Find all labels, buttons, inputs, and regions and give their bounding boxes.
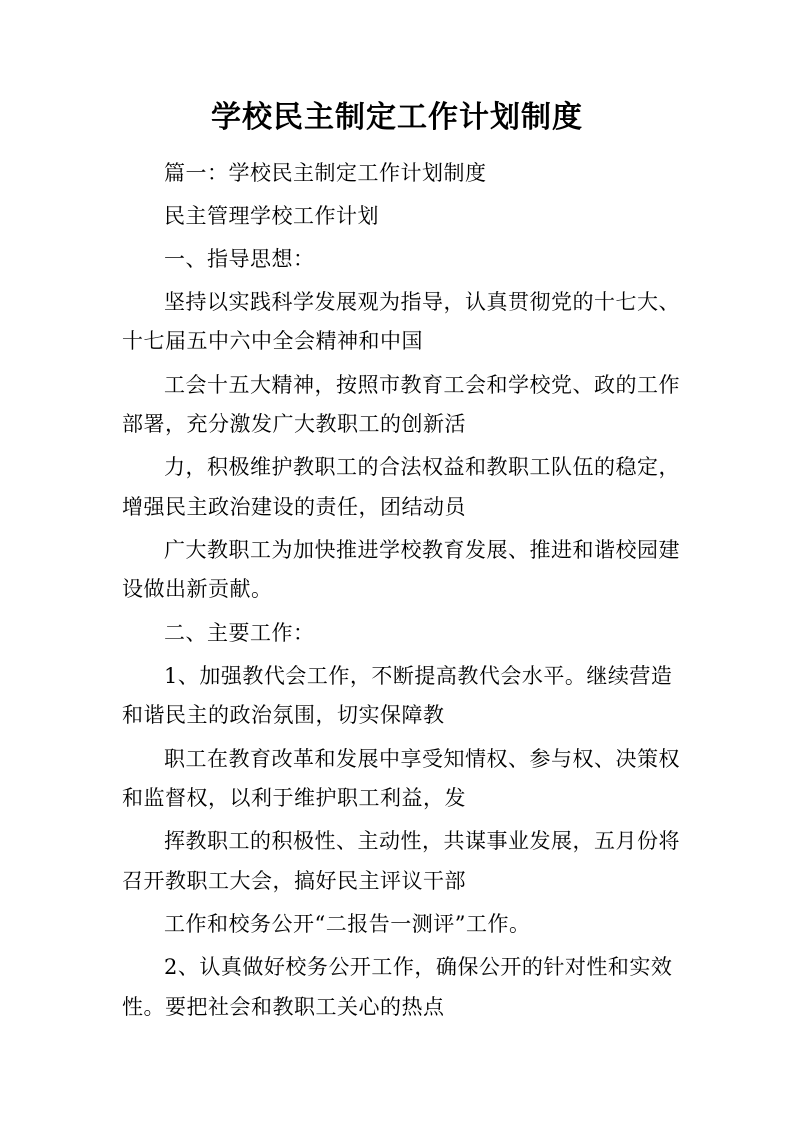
text-line: 挥教职工的积极性、主动性，共谋事业发展，五月份将 (164, 829, 680, 853)
text-line: 2、认真做好校务公开工作，确保公开的针对性和实效 (164, 955, 673, 979)
text-line: 工会十五大精神，按照市教育工会和学校党、政的工作 (164, 373, 680, 397)
text-line: 和监督权，以利于维护职工利益，发 (122, 786, 466, 810)
text-line: 十七届五中六中全会精神和中国 (122, 329, 423, 353)
text-line: 力，积极维护教职工的合法权益和教职工队伍的稳定， (164, 455, 680, 479)
text-line: 广大教职工为加快推进学校教育发展、推进和谐校园建 (164, 538, 680, 562)
text-line: 工作和校务公开“二报告一测评”工作。 (164, 912, 531, 936)
text-line: 和谐民主的政治氛围，切实保障教 (122, 703, 445, 727)
text-line-subtitle: 民主管理学校工作计划 (164, 204, 379, 228)
text-line-heading-part: 篇一：学校民主制定工作计划制度 (164, 161, 487, 185)
text-line: 设做出新贡献。 (122, 577, 273, 601)
text-line: 职工在教育改革和发展中享受知情权、参与权、决策权 (164, 747, 680, 771)
text-line: 增强民主政治建设的责任，团结动员 (122, 495, 466, 519)
text-line-section-2: 二、主要工作： (164, 621, 315, 645)
text-line-section-1: 一、指导思想： (164, 247, 315, 271)
text-line: 坚持以实践科学发展观为指导，认真贯彻党的十七大、 (164, 290, 680, 314)
text-line: 召开教职工大会，搞好民主评议干部 (122, 869, 466, 893)
document-title: 学校民主制定工作计划制度 (211, 100, 583, 135)
text-line: 部署，充分激发广大教职工的创新活 (122, 412, 466, 436)
text-line: 性。要把社会和教职工关心的热点 (122, 995, 445, 1019)
text-line: 1、加强教代会工作，不断提高教代会水平。继续营造 (164, 664, 673, 688)
